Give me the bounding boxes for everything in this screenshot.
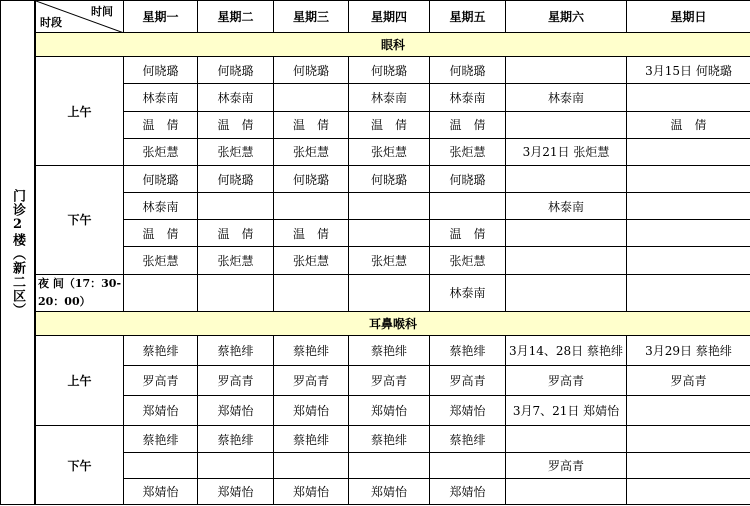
- schedule-row: [36, 57, 750, 84]
- section-row: [36, 311, 750, 335]
- doctor-cell: 张炬慧: [198, 247, 274, 274]
- section-row: [36, 33, 750, 57]
- doctor-cell: 何晓璐: [124, 57, 198, 84]
- corner-time-label: 时间: [91, 5, 113, 18]
- doctor-cell: 3月21日 张炬慧: [506, 138, 627, 165]
- doctor-cell: [124, 274, 198, 311]
- doctor-cell: 温 倩: [124, 111, 198, 138]
- doctor-cell: 温 倩: [274, 220, 349, 247]
- doctor-cell: [349, 193, 430, 220]
- doctor-cell: [627, 478, 750, 504]
- doctor-cell: 张炬慧: [349, 247, 430, 274]
- period-label: 下午: [36, 165, 124, 274]
- schedule-row: [36, 111, 750, 138]
- doctor-cell: [627, 220, 750, 247]
- location-column: [0, 0, 35, 505]
- doctor-cell: 郑婧怡: [349, 396, 430, 426]
- location-label: 门诊2楼（新二区）: [10, 188, 25, 317]
- doctor-cell: [349, 220, 430, 247]
- doctor-cell: 林泰南: [124, 84, 198, 111]
- doctor-cell: 郑婧怡: [274, 396, 349, 426]
- schedule-body: [36, 1, 750, 505]
- doctor-cell: 林泰南: [198, 84, 274, 111]
- doctor-cell: [506, 220, 627, 247]
- doctor-cell: 罗高青: [198, 366, 274, 396]
- doctor-cell: [430, 193, 506, 220]
- doctor-cell: 3月14、28日 蔡艳绯: [506, 335, 627, 365]
- doctor-cell: 罗高青: [124, 366, 198, 396]
- doctor-cell: 罗高青: [349, 366, 430, 396]
- doctor-cell: [627, 193, 750, 220]
- doctor-cell: 罗高青: [506, 452, 627, 478]
- schedule-row: [36, 452, 750, 478]
- day-header: 星期四: [349, 1, 430, 33]
- doctor-cell: 林泰南: [506, 193, 627, 220]
- doctor-cell: [627, 274, 750, 311]
- day-header: 星期六: [506, 1, 627, 33]
- schedule-row: [36, 84, 750, 111]
- schedule-table: [35, 0, 750, 505]
- doctor-cell: 蔡艳绯: [274, 426, 349, 452]
- doctor-cell: [627, 165, 750, 192]
- doctor-cell: [274, 452, 349, 478]
- day-header: 星期一: [124, 1, 198, 33]
- doctor-cell: 蔡艳绯: [198, 335, 274, 365]
- day-header: 星期日: [627, 1, 750, 33]
- doctor-cell: 罗高青: [627, 366, 750, 396]
- schedule-row: [36, 165, 750, 192]
- corner-slot-label: 时段: [40, 16, 62, 30]
- doctor-cell: 蔡艳绯: [124, 335, 198, 365]
- doctor-cell: 罗高青: [506, 366, 627, 396]
- doctor-cell: [274, 84, 349, 111]
- doctor-cell: 张炬慧: [198, 138, 274, 165]
- doctor-cell: [198, 274, 274, 311]
- doctor-cell: 林泰南: [349, 84, 430, 111]
- doctor-cell: [349, 452, 430, 478]
- schedule-row: [36, 247, 750, 274]
- schedule-row: [36, 193, 750, 220]
- doctor-cell: 温 倩: [198, 220, 274, 247]
- doctor-cell: [198, 193, 274, 220]
- doctor-cell: [274, 193, 349, 220]
- doctor-cell: 郑婧怡: [274, 478, 349, 504]
- day-header: 星期二: [198, 1, 274, 33]
- doctor-cell: 林泰南: [430, 274, 506, 311]
- corner-cell: [36, 1, 124, 33]
- period-label: 上午: [36, 335, 124, 426]
- schedule-row: [36, 220, 750, 247]
- doctor-cell: 何晓璐: [198, 57, 274, 84]
- doctor-cell: 何晓璐: [349, 165, 430, 192]
- doctor-cell: [124, 452, 198, 478]
- doctor-cell: 郑婧怡: [124, 478, 198, 504]
- doctor-cell: 张炬慧: [274, 138, 349, 165]
- doctor-cell: 张炬慧: [124, 247, 198, 274]
- doctor-cell: 3月15日 何晓璐: [627, 57, 750, 84]
- doctor-cell: 郑婧怡: [198, 396, 274, 426]
- doctor-cell: [506, 274, 627, 311]
- section-title: 耳鼻喉科: [36, 311, 750, 335]
- doctor-cell: 蔡艳绯: [124, 426, 198, 452]
- doctor-cell: 张炬慧: [349, 138, 430, 165]
- doctor-cell: 何晓璐: [430, 57, 506, 84]
- period-label: 下午: [36, 426, 124, 505]
- doctor-cell: [627, 452, 750, 478]
- doctor-cell: 张炬慧: [430, 247, 506, 274]
- doctor-cell: [627, 84, 750, 111]
- doctor-cell: 何晓璐: [274, 165, 349, 192]
- doctor-cell: 林泰南: [430, 84, 506, 111]
- doctor-cell: 温 倩: [627, 111, 750, 138]
- day-header: 星期三: [274, 1, 349, 33]
- doctor-cell: [627, 426, 750, 452]
- doctor-cell: 蔡艳绯: [198, 426, 274, 452]
- doctor-cell: 郑婧怡: [198, 478, 274, 504]
- doctor-cell: 何晓璐: [349, 57, 430, 84]
- doctor-cell: 温 倩: [124, 220, 198, 247]
- doctor-cell: 温 倩: [430, 220, 506, 247]
- doctor-cell: [506, 478, 627, 504]
- doctor-cell: 林泰南: [506, 84, 627, 111]
- doctor-cell: 温 倩: [349, 111, 430, 138]
- doctor-cell: 何晓璐: [430, 165, 506, 192]
- doctor-cell: 蔡艳绯: [349, 426, 430, 452]
- doctor-cell: 何晓璐: [274, 57, 349, 84]
- doctor-cell: [506, 247, 627, 274]
- doctor-cell: 何晓璐: [124, 165, 198, 192]
- doctor-cell: 郑婧怡: [124, 396, 198, 426]
- schedule-row: [36, 426, 750, 452]
- day-header: 星期五: [430, 1, 506, 33]
- doctor-cell: [430, 452, 506, 478]
- doctor-cell: [506, 111, 627, 138]
- doctor-cell: 张炬慧: [124, 138, 198, 165]
- schedule-row: [36, 274, 750, 311]
- schedule-row: [36, 366, 750, 396]
- doctor-cell: [506, 426, 627, 452]
- section-title: 眼科: [36, 33, 750, 57]
- doctor-cell: 蔡艳绯: [274, 335, 349, 365]
- period-label: 上午: [36, 57, 124, 166]
- doctor-cell: 郑婧怡: [349, 478, 430, 504]
- header-row: [36, 1, 750, 33]
- doctor-cell: [627, 396, 750, 426]
- doctor-cell: 3月7、21日 郑婧怡: [506, 396, 627, 426]
- doctor-cell: [198, 452, 274, 478]
- schedule-row: [36, 396, 750, 426]
- schedule-row: [36, 138, 750, 165]
- schedule-row: [36, 478, 750, 504]
- doctor-cell: 蔡艳绯: [430, 335, 506, 365]
- doctor-cell: 林泰南: [124, 193, 198, 220]
- doctor-cell: 张炬慧: [274, 247, 349, 274]
- doctor-cell: 何晓璐: [198, 165, 274, 192]
- doctor-cell: 罗高青: [274, 366, 349, 396]
- doctor-cell: 蔡艳绯: [349, 335, 430, 365]
- doctor-cell: 温 倩: [430, 111, 506, 138]
- schedule-row: [36, 335, 750, 365]
- doctor-cell: [274, 274, 349, 311]
- doctor-cell: [627, 247, 750, 274]
- doctor-cell: 郑婧怡: [430, 396, 506, 426]
- doctor-cell: [349, 274, 430, 311]
- doctor-cell: 罗高青: [430, 366, 506, 396]
- doctor-cell: 郑婧怡: [430, 478, 506, 504]
- doctor-cell: [627, 138, 750, 165]
- doctor-cell: 温 倩: [198, 111, 274, 138]
- doctor-cell: 蔡艳绯: [430, 426, 506, 452]
- doctor-cell: [506, 165, 627, 192]
- doctor-cell: 温 倩: [274, 111, 349, 138]
- doctor-cell: [506, 57, 627, 84]
- period-label: 夜 间（17：30-20：00）: [36, 274, 124, 311]
- doctor-cell: 3月29日 蔡艳绯: [627, 335, 750, 365]
- doctor-cell: 张炬慧: [430, 138, 506, 165]
